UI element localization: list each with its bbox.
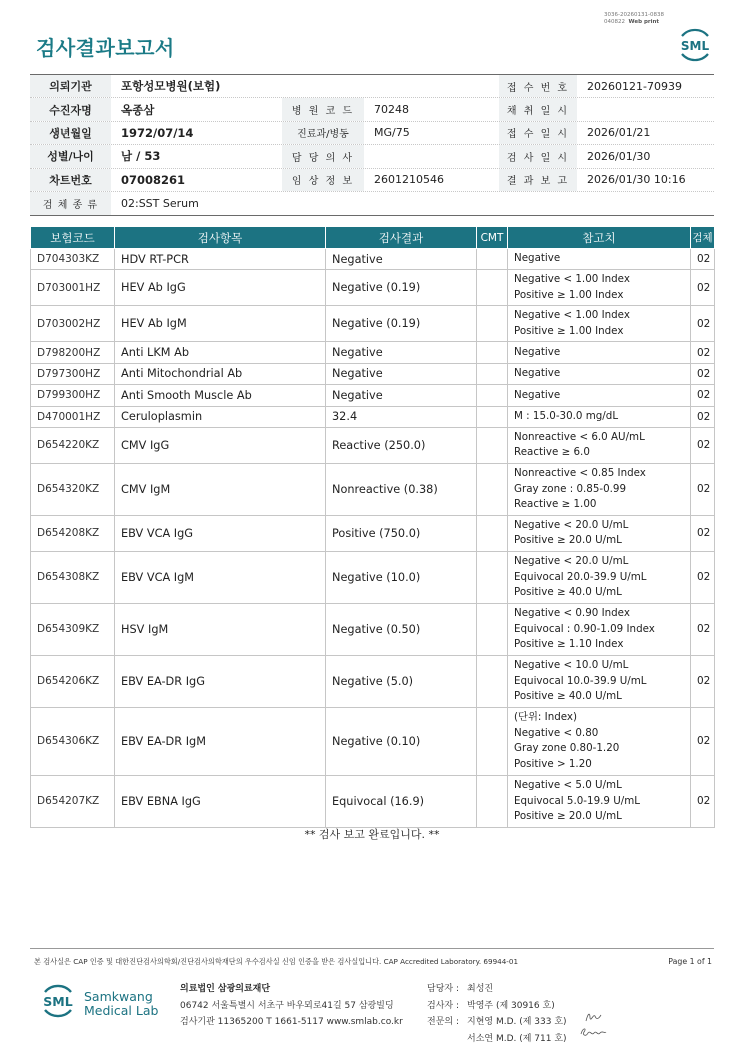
reference-line: Negative < 20.0 U/mL	[514, 555, 629, 568]
insurance-code-cell: D654309KZ	[31, 603, 115, 655]
insurance-code-cell: D703001HZ	[31, 270, 115, 306]
reference-cell	[508, 515, 691, 551]
cmt-cell	[477, 363, 508, 384]
test-item-cell: Anti Mitochondrial Ab	[115, 363, 326, 384]
certification-note: 본 검사실은 CAP 인증 및 대한진단검사의학회/진단검사의학재단의 우수검사실 신임 인증을 받은 검사실입니다. CAP Accredited Laboratory. 69944-01	[34, 957, 519, 966]
specimen-type-value: 02:SST Serum	[121, 196, 199, 210]
patient-info-table	[30, 74, 714, 216]
test-item-cell: Anti LKM Ab	[115, 342, 326, 363]
reference-line: Equivocal 20.0-39.9 U/mL	[514, 570, 647, 583]
reference-line: Positive ≥ 40.0 U/mL	[514, 690, 622, 703]
reference-line: Equivocal : 0.90-1.09 Index	[514, 622, 655, 635]
specimen-cell: 02	[691, 551, 715, 603]
reference-cell	[508, 551, 691, 603]
reference-cell	[508, 363, 691, 384]
test-item-cell: HDV RT-PCR	[115, 249, 326, 270]
patient-name-value: 옥종삼	[121, 102, 155, 117]
reference-cell	[508, 463, 691, 515]
insurance-code-cell: D703002HZ	[31, 306, 115, 342]
reference-line: Negative	[514, 345, 561, 358]
reference-line: Nonreactive < 6.0 AU/mL	[514, 430, 645, 443]
result-cell: Negative (0.19)	[326, 270, 477, 306]
insurance-code-cell: D798200HZ	[31, 342, 115, 363]
reference-line: Equivocal 10.0-39.9 U/mL	[514, 674, 647, 687]
test-item-cell: Anti Smooth Muscle Ab	[115, 385, 326, 406]
reference-line: M : 15.0-30.0 mg/dL	[514, 409, 619, 422]
doctor-label: 담 당 의 사	[282, 145, 364, 167]
result-cell: Negative	[326, 249, 477, 270]
table-row	[31, 655, 715, 707]
reference-line: Negative < 5.0 U/mL	[514, 779, 622, 792]
reference-line: Nonreactive < 0.85 Index	[514, 467, 646, 480]
cmt-cell	[477, 406, 508, 427]
specimen-type-label: 검 체 종 류	[30, 192, 111, 215]
insurance-code-cell: D704303KZ	[31, 249, 115, 270]
result-cell: 32.4	[326, 406, 477, 427]
dob-label: 생년월일	[30, 122, 111, 144]
result-cell: Negative (0.50)	[326, 603, 477, 655]
reference-line: Positive ≥ 20.0 U/mL	[514, 534, 622, 547]
svg-text:SML: SML	[680, 39, 710, 53]
receipt-date-value: 2026/01/21	[587, 126, 651, 140]
reference-line: Reactive ≥ 1.00	[514, 498, 597, 511]
collect-date-label: 채 취 일 시	[499, 98, 577, 120]
clinical-info-label: 임 상 정 보	[282, 169, 364, 191]
reference-line: Negative < 20.0 U/mL	[514, 518, 629, 531]
test-item-cell: EBV VCA IgM	[115, 551, 326, 603]
result-cell: Reactive (250.0)	[326, 427, 477, 463]
reference-cell	[508, 427, 691, 463]
chart-no-value: 07008261	[121, 172, 186, 187]
examiner-name: 박영주 (제 30916 호)	[467, 1000, 555, 1011]
cmt-cell	[477, 385, 508, 406]
insurance-code-cell: D654207KZ	[31, 775, 115, 827]
col-result: 검사결과	[326, 227, 477, 249]
organization-info: 의료법인 삼광의료재단 06742 서울특별시 서초구 바우뫼로41길 57 삼광빌딩 검사기관 11365200 T 1661-5117 www.smlab.co.kr	[180, 984, 403, 1027]
reference-line: Negative < 1.00 Index	[514, 273, 630, 286]
table-row	[31, 306, 715, 342]
page-title: 검사결과보고서	[36, 36, 175, 60]
reference-cell	[508, 385, 691, 406]
footer-divider	[30, 948, 714, 949]
specimen-cell: 02	[691, 385, 715, 406]
dept-value: MG/75	[374, 126, 410, 140]
reference-line: Positive ≥ 1.00 Index	[514, 324, 624, 337]
result-cell: Negative	[326, 342, 477, 363]
test-item-cell: Ceruloplasmin	[115, 406, 326, 427]
patient-name-label: 수진자명	[30, 98, 111, 120]
specimen-cell: 02	[691, 306, 715, 342]
reference-line: Gray zone 0.80-1.20	[514, 742, 620, 755]
requesting-org-value: 포항성모병원(보험)	[121, 79, 221, 94]
table-row	[31, 342, 715, 363]
dept-label: 진료과/병동	[282, 122, 364, 144]
table-row	[31, 249, 715, 270]
reference-line: Positive ≥ 40.0 U/mL	[514, 586, 622, 599]
col-cmt: CMT	[477, 227, 508, 249]
sex-age-value: 남 / 53	[121, 149, 161, 164]
reference-cell	[508, 775, 691, 827]
col-insurance-code: 보험코드	[31, 227, 115, 249]
result-cell: Negative (5.0)	[326, 655, 477, 707]
reference-line: Negative < 0.90 Index	[514, 607, 630, 620]
reference-cell	[508, 270, 691, 306]
insurance-code-cell: D654208KZ	[31, 515, 115, 551]
cmt-cell	[477, 515, 508, 551]
brand-name: Samkwang Medical Lab	[84, 989, 159, 1018]
specimen-cell: 02	[691, 406, 715, 427]
reference-line: Negative < 1.00 Index	[514, 309, 630, 322]
insurance-code-cell: D654220KZ	[31, 427, 115, 463]
insurance-code-cell: D654206KZ	[31, 655, 115, 707]
specimen-cell: 02	[691, 270, 715, 306]
insurance-code-cell: D470001HZ	[31, 406, 115, 427]
specimen-cell: 02	[691, 249, 715, 270]
reference-line: Positive ≥ 20.0 U/mL	[514, 810, 622, 823]
cmt-cell	[477, 775, 508, 827]
specimen-cell: 02	[691, 363, 715, 384]
table-row	[31, 406, 715, 427]
table-row	[31, 270, 715, 306]
test-item-cell: EBV VCA IgG	[115, 515, 326, 551]
collect-date-value	[577, 98, 714, 120]
test-item-cell: HEV Ab IgM	[115, 306, 326, 342]
test-date-value: 2026/01/30	[587, 149, 651, 163]
reference-cell	[508, 406, 691, 427]
receipt-no-label: 접 수 번 호	[499, 75, 577, 97]
specimen-cell: 02	[691, 342, 715, 363]
cmt-cell	[477, 655, 508, 707]
reference-line: Negative < 0.80	[514, 726, 599, 739]
insurance-code-cell: D654320KZ	[31, 463, 115, 515]
reference-cell	[508, 603, 691, 655]
table-row	[31, 363, 715, 384]
reference-line: Equivocal 5.0-19.9 U/mL	[514, 794, 640, 807]
hospital-code-value: 70248	[374, 103, 409, 117]
report-date-value: 2026/01/30 10:16	[587, 173, 686, 187]
reference-line: Negative	[514, 367, 561, 380]
table-row	[31, 707, 715, 775]
table-row	[31, 427, 715, 463]
result-cell: Positive (750.0)	[326, 515, 477, 551]
test-item-cell: EBV EBNA IgG	[115, 775, 326, 827]
cmt-cell	[477, 342, 508, 363]
reference-line: (단위: Index)	[514, 711, 578, 724]
reference-cell	[508, 342, 691, 363]
cmt-cell	[477, 707, 508, 775]
report-date-label: 결 과 보 고	[499, 169, 577, 191]
test-date-label: 검 사 일 시	[499, 145, 577, 167]
specimen-cell: 02	[691, 427, 715, 463]
specimen-cell: 02	[691, 603, 715, 655]
test-item-cell: EBV EA-DR IgM	[115, 707, 326, 775]
sml-logo	[674, 24, 716, 66]
staff-info: 담당자 : 최성진 검사자 : 박영주 (제 30916 호) 전문의 : 지현영 M.D. (제 333 호) 서소연 M.D. (제 711 호)	[427, 981, 567, 1047]
insurance-code-cell: D654308KZ	[31, 551, 115, 603]
reference-line: Negative < 10.0 U/mL	[514, 659, 629, 672]
table-row	[31, 515, 715, 551]
col-specimen: 검체	[691, 227, 715, 249]
specialist-2-name: 서소연 M.D. (제 711 호)	[467, 1033, 567, 1044]
cmt-cell	[477, 551, 508, 603]
result-cell: Negative (0.10)	[326, 707, 477, 775]
specimen-cell: 02	[691, 655, 715, 707]
insurance-code-cell: D797300HZ	[31, 363, 115, 384]
reference-line: Gray zone : 0.85-0.99	[514, 482, 627, 495]
col-test-item: 검사항목	[115, 227, 326, 249]
results-header-row	[31, 227, 715, 249]
signature-1	[584, 1010, 604, 1024]
test-item-cell: CMV IgG	[115, 427, 326, 463]
specimen-cell: 02	[691, 775, 715, 827]
specialist-1-name: 지현영 M.D. (제 333 호)	[467, 1017, 567, 1027]
svg-text:SML: SML	[43, 994, 73, 1009]
reference-line: Positive > 1.20	[514, 758, 592, 771]
doctor-value	[364, 145, 499, 167]
insurance-code-cell: D799300HZ	[31, 385, 115, 406]
specimen-cell: 02	[691, 707, 715, 775]
cmt-cell	[477, 306, 508, 342]
dob-value: 1972/07/14	[121, 125, 194, 140]
reference-line: Negative	[514, 252, 561, 265]
cmt-cell	[477, 270, 508, 306]
result-cell: Negative (0.19)	[326, 306, 477, 342]
cmt-cell	[477, 249, 508, 270]
sex-age-label: 성별/나이	[30, 145, 111, 167]
reference-line: Positive ≥ 1.10 Index	[514, 638, 624, 651]
chart-no-label: 차트번호	[30, 169, 111, 191]
sml-logo-footer	[37, 980, 79, 1022]
test-item-cell: CMV IgM	[115, 463, 326, 515]
reference-cell	[508, 306, 691, 342]
report-complete-note: ** 검사 보고 완료입니다. **	[304, 828, 440, 841]
table-row	[31, 603, 715, 655]
requesting-org-label: 의뢰기관	[30, 75, 111, 97]
reference-line: Negative	[514, 388, 561, 401]
result-cell: Negative (10.0)	[326, 551, 477, 603]
reference-line: Reactive ≥ 6.0	[514, 446, 590, 459]
result-cell: Negative	[326, 385, 477, 406]
reference-cell	[508, 707, 691, 775]
hospital-code-label: 병 원 코 드	[282, 98, 364, 120]
page-number: Page 1 of 1	[668, 957, 712, 966]
results-table	[30, 226, 715, 828]
table-row	[31, 385, 715, 406]
insurance-code-cell: D654306KZ	[31, 707, 115, 775]
test-item-cell: HSV IgM	[115, 603, 326, 655]
table-row	[31, 551, 715, 603]
cmt-cell	[477, 463, 508, 515]
test-item-cell: EBV EA-DR IgG	[115, 655, 326, 707]
result-cell: Nonreactive (0.38)	[326, 463, 477, 515]
cmt-cell	[477, 603, 508, 655]
table-row	[31, 775, 715, 827]
reference-cell	[508, 249, 691, 270]
cmt-cell	[477, 427, 508, 463]
test-item-cell: HEV Ab IgG	[115, 270, 326, 306]
reference-cell	[508, 655, 691, 707]
report-print-code: 3036-20260131-0838 040822 Web print	[604, 12, 664, 25]
result-cell: Negative	[326, 363, 477, 384]
receipt-date-label: 접 수 일 시	[499, 122, 577, 144]
col-reference: 참고치	[508, 227, 691, 249]
result-cell: Equivocal (16.9)	[326, 775, 477, 827]
specimen-cell: 02	[691, 515, 715, 551]
reference-line: Positive ≥ 1.00 Index	[514, 288, 624, 301]
manager-name: 최성진	[467, 984, 494, 994]
receipt-no-value: 20260121-70939	[587, 79, 682, 93]
table-row	[31, 463, 715, 515]
clinical-info-value: 2601210546	[374, 173, 444, 187]
signature-2	[578, 1024, 608, 1040]
specimen-cell: 02	[691, 463, 715, 515]
